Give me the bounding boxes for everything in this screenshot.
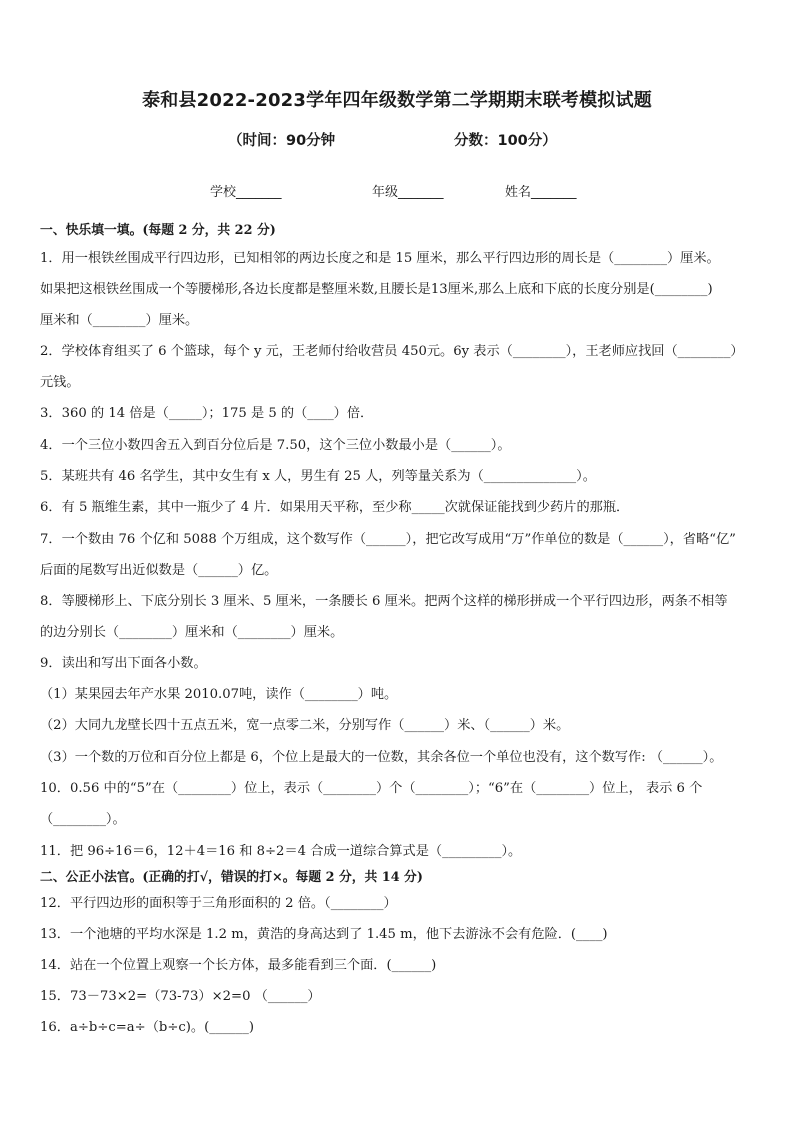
question-line: 15．73－73×2=（73-73）×2=0 （______） (40, 989, 321, 1004)
question-line: 12．平行四边形的面积等于三角形面积的 2 倍。（________） (40, 896, 397, 911)
question-line: 3．360 的 14 倍是（_____）；175 是 5 的（____）倍． (40, 406, 374, 421)
school-field[interactable]: 学校_______ (210, 185, 282, 200)
exam-time: （时间：90分钟 (228, 133, 336, 149)
question-line: 厘米和（________）厘米。 (40, 313, 199, 328)
question-line: 7．一个数由 76 个亿和 5088 个万组成，这个数写作（______），把它改写成用“万”作单位的数是（______），省略“亿” (40, 532, 736, 547)
question-line: （3）一个数的万位和百分位上都是 6，个位上是最大的一位数，其余各位一个单位也没有，这个数写作: （______）。 (40, 750, 723, 765)
exam-title: 泰和县2022-2023学年四年级数学第二学期期末联考模拟试题 (142, 90, 652, 111)
question-line: 13．一个池塘的平均水深是 1.2 m，黄浩的身高达到了 1.45 m，他下去游泳不会有危险．(____) (40, 927, 608, 942)
question-line: 11．把 96÷16＝6，12＋4＝16 和 8÷2＝4 合成一道综合算式是（_________）。 (40, 844, 522, 859)
question-line: 如果把这根铁丝围成一个等腰梯形,各边长度都是整厘米数,且腰长是13厘米,那么上底和下底的长度分别是(________) (40, 282, 713, 297)
question-line: 2．学校体育组买了 6 个篮球，每个 y 元，王老师付给收营员 450元。6y 表示（________），王老师应找回（________） (40, 344, 744, 359)
question-line: （2）大同九龙壁长四十五点五米，宽一点零二米，分别写作（______）米、（______）米。 (40, 718, 570, 733)
exam-subtitle (228, 129, 557, 150)
section-heading: 一、快乐填一填。(每题 2 分，共 22 分) (40, 223, 276, 238)
question-line: 14．站在一个位置上观察一个长方体，最多能看到三个面．(______) (40, 958, 437, 973)
grade-field[interactable]: 年级_______ (372, 185, 444, 200)
question-line: （________）。 (40, 812, 126, 827)
question-line: 16．a÷b÷c=a÷（b÷c)。(______) (40, 1020, 254, 1035)
question-line: 10．0.56 中的“5”在（________）位上，表示（________）个（________）；“6”在（________）位上， 表示 6 个 (40, 781, 703, 796)
name-field[interactable]: 姓名_______ (505, 185, 577, 200)
section-heading: 二、公正小法官。(正确的打√，错误的打×。每题 2 分，共 14 分) (40, 870, 423, 885)
question-line: 的边分别长（________）厘米和（________）厘米。 (40, 625, 344, 640)
question-line: 元钱。 (40, 375, 80, 390)
question-line: 后面的尾数写出近似数是（______）亿。 (40, 563, 278, 578)
question-line: 8．等腰梯形上、下底分别长 3 厘米、5 厘米，一条腰长 6 厘米。把两个这样的梯形拼成一个平行四边形，两条不相等 (40, 594, 728, 609)
question-line: 4．一个三位小数四舍五入到百分位后是 7.50，这个三位小数最小是（______）。 (40, 438, 511, 453)
exam-score: 分数：100分） (454, 133, 557, 149)
question-line: 5．某班共有 46 名学生，其中女生有 x 人，男生有 25 人，列等量关系为（______________）。 (40, 469, 596, 484)
question-line: 6．有 5 瓶维生素，其中一瓶少了 4 片．如果用天平称，至少称_____次就保证能找到少药片的那瓶． (40, 500, 630, 515)
question-line: （1）某果园去年产水果 2010.07吨，读作（________）吨。 (40, 687, 398, 702)
question-line: 1．用一根铁丝围成平行四边形，已知相邻的两边长度之和是 15 厘米，那么平行四边形的周长是（________）厘米。 (40, 251, 720, 266)
question-line: 9．读出和写出下面各小数。 (40, 656, 207, 671)
